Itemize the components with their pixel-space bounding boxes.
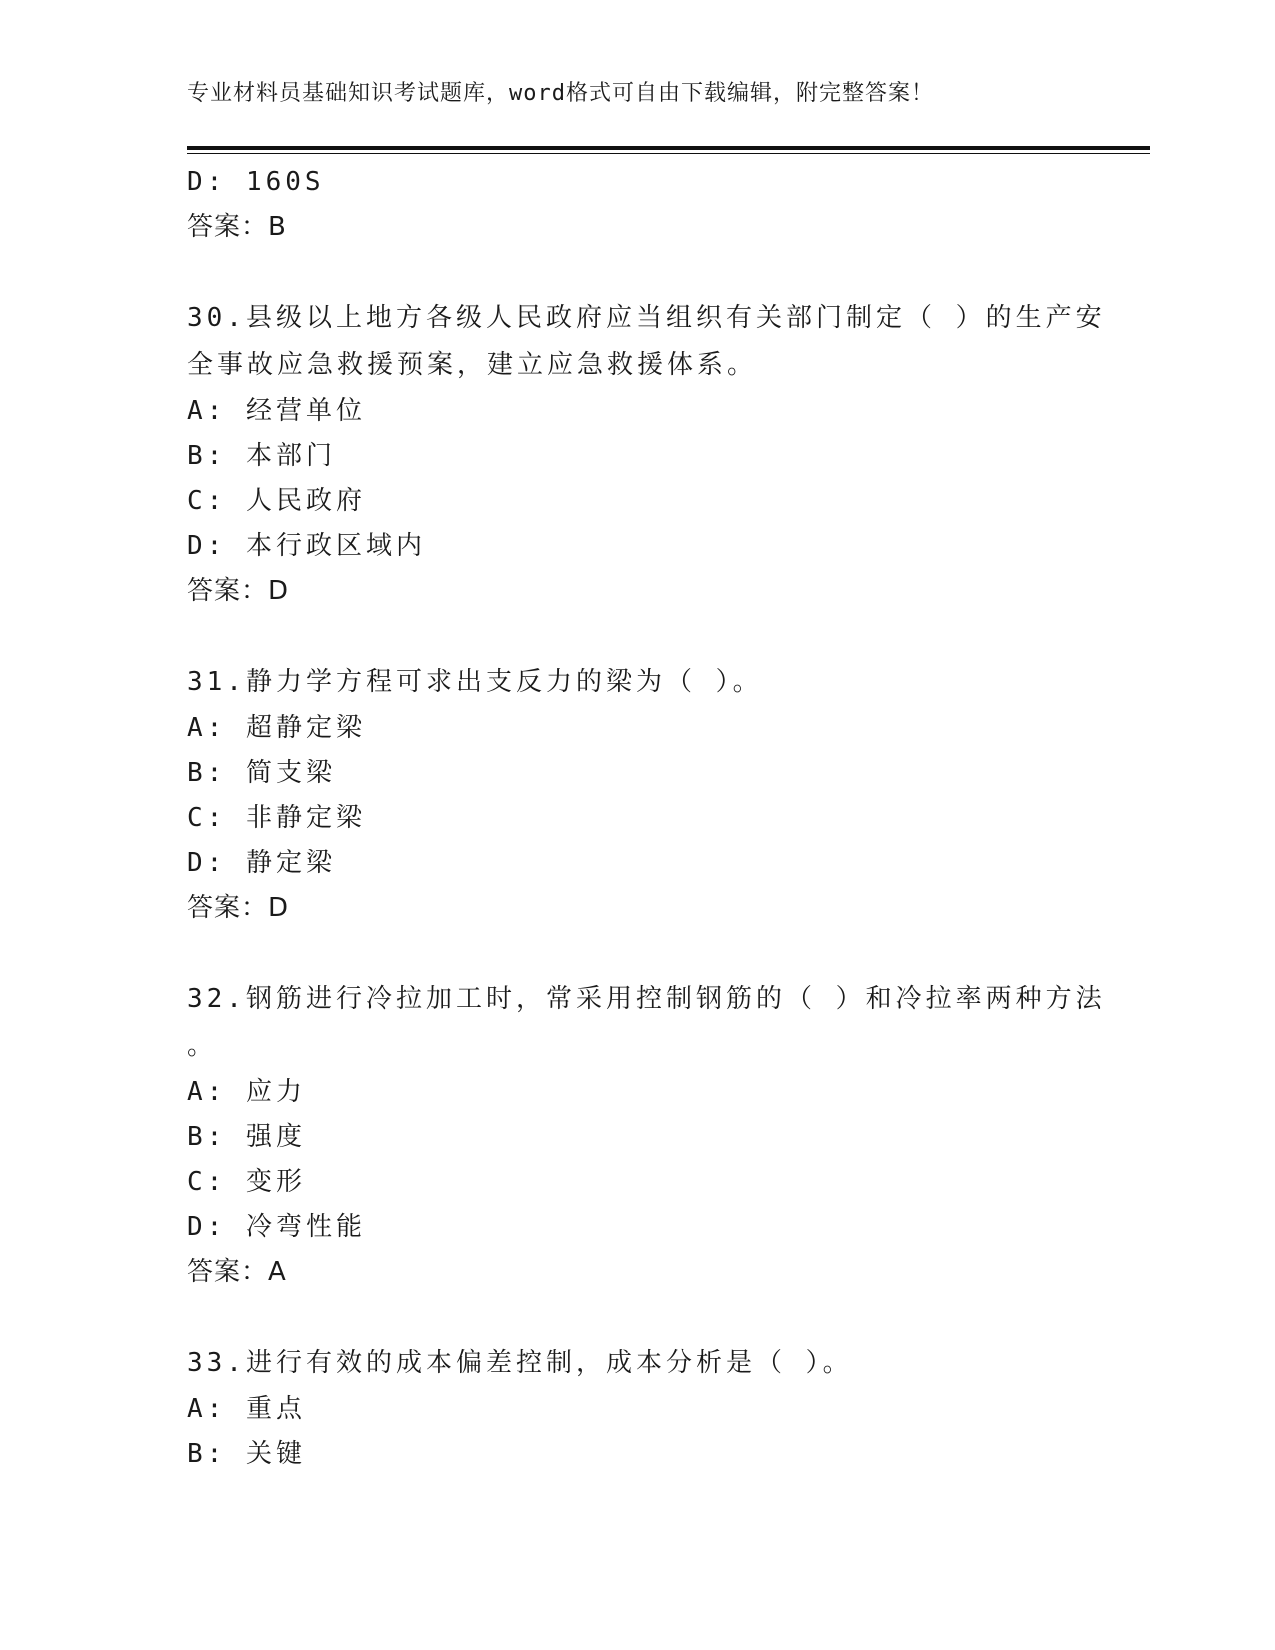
spacer xyxy=(187,250,1067,295)
question-32 xyxy=(187,976,1106,1295)
option-c: C: 变形 xyxy=(187,1167,306,1197)
question-30 xyxy=(187,295,1106,614)
answer: 答案：D xyxy=(187,893,290,923)
option-a: A: 重点 xyxy=(187,1394,306,1424)
option-b: B: 本部门 xyxy=(187,441,336,471)
header-rule-thick xyxy=(187,146,1150,150)
option-b: B: 关键 xyxy=(187,1439,306,1469)
spacer xyxy=(187,931,1067,976)
option-d: D: 本行政区域内 xyxy=(187,531,426,561)
question-33 xyxy=(187,1340,1067,1477)
answer: 答案：B xyxy=(187,212,287,242)
header-rule-thin xyxy=(187,153,1150,154)
question-stem-line: 33.进行有效的成本偏差控制，成本分析是（ ）。 xyxy=(187,1348,853,1378)
answer: 答案：A xyxy=(187,1257,287,1287)
option-a: A: 经营单位 xyxy=(187,396,366,426)
question-stem-line: 31.静力学方程可求出支反力的梁为（ ）。 xyxy=(187,667,763,697)
option-d: D: 冷弯性能 xyxy=(187,1212,366,1242)
option-d: D: 静定梁 xyxy=(187,848,336,878)
page-header: 专业材料员基础知识考试题库，word格式可自由下载编辑，附完整答案！ xyxy=(187,81,934,106)
spacer xyxy=(187,1295,1067,1340)
question-stem-line: 32.钢筋进行冷拉加工时，常采用控制钢筋的（ ）和冷拉率两种方法 xyxy=(187,984,1106,1014)
document-body xyxy=(187,160,1106,1477)
question-31 xyxy=(187,659,1067,931)
option-b: B: 强度 xyxy=(187,1122,306,1152)
option-c: C: 人民政府 xyxy=(187,486,366,516)
option-c: C: 非静定梁 xyxy=(187,803,366,833)
question-stem-line: 全事故应急救援预案，建立应急救援体系。 xyxy=(187,350,758,380)
option-d: D: 160S xyxy=(187,167,325,197)
answer: 答案：D xyxy=(187,576,290,606)
question-stem-line: 30.县级以上地方各级人民政府应当组织有关部门制定（ ）的生产安 xyxy=(187,303,1106,333)
spacer xyxy=(187,614,1067,659)
option-a: A: 应力 xyxy=(187,1077,306,1107)
option-a: A: 超静定梁 xyxy=(187,713,366,743)
question-stem-line: 。 xyxy=(187,1031,218,1061)
option-b: B: 简支梁 xyxy=(187,758,336,788)
